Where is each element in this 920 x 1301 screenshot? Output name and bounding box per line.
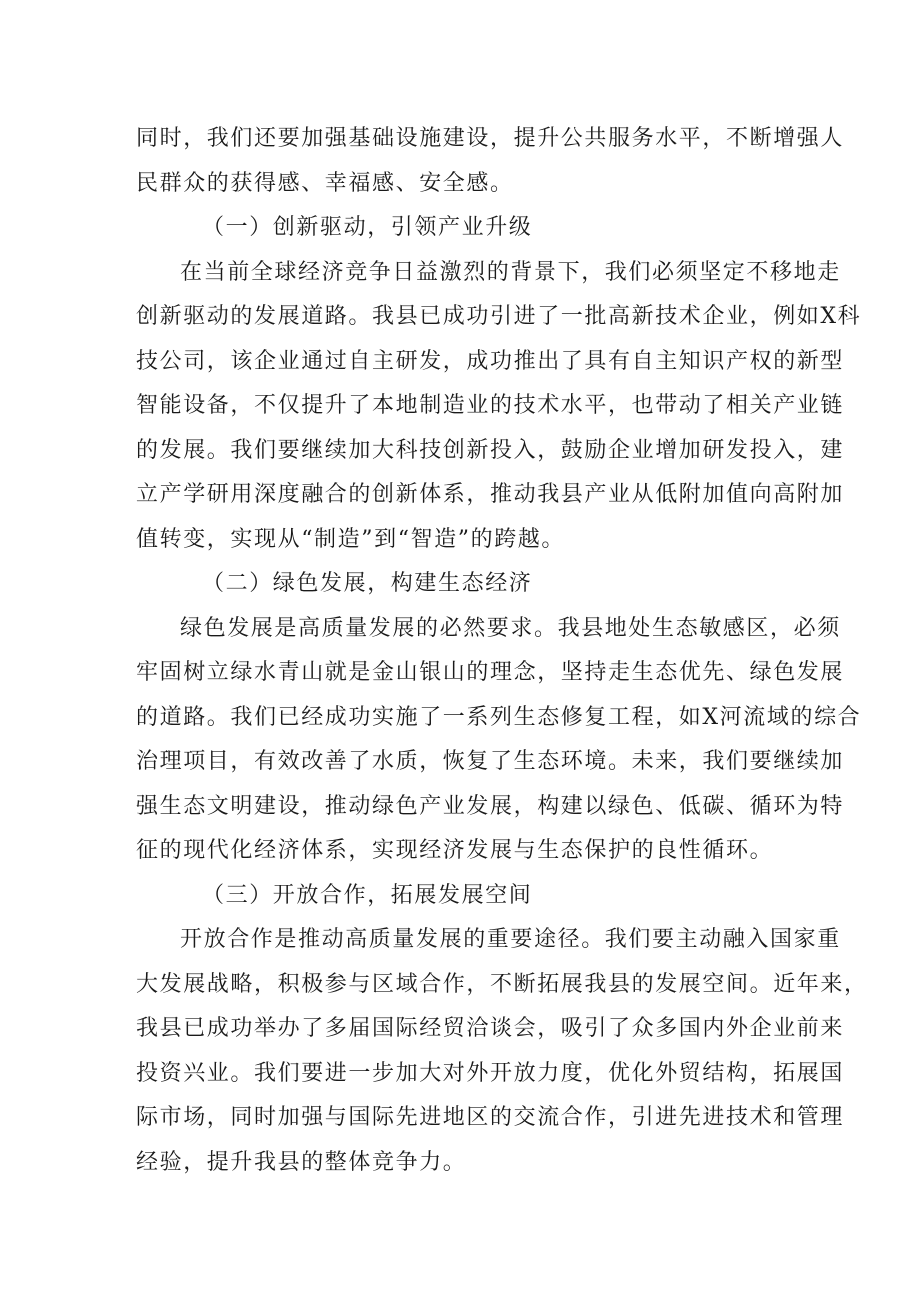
paragraph-line: 大发展战略，积极参与区域合作，不断拓展我县的发展空间。近年来， <box>136 971 868 997</box>
paragraph-line: 际市场，同时加强与国际先进地区的交流合作，引进先进技术和管理 <box>136 1105 845 1130</box>
paragraph-line: 立产学研用深度融合的创新体系，推动我县产业从低附加值向高附加 <box>136 482 845 507</box>
paragraph-line: 开放合作是推动高质量发展的重要途径。我们要主动融入国家重 <box>180 927 841 952</box>
paragraph-line: 牢固树立绿水青山就是金山银山的理念，坚持走生态优先、绿色发展 <box>136 660 845 685</box>
paragraph-line: 投资兴业。我们要进一步加大对外开放力度，优化外贸结构，拓展国 <box>136 1060 845 1086</box>
paragraph-line: 强生态文明建设，推动绿色产业发展，构建以绿色、低碳、循环为特 <box>136 793 845 819</box>
paragraph-line: 民群众的获得感、幸福感、安全感。 <box>136 170 514 196</box>
paragraph-line: 技公司，该企业通过自主研发，成功推出了具有自主知识产权的新型 <box>136 348 845 374</box>
paragraph-line: 的道路。我们已经成功实施了一系列生态修复工程，如X河流域的综合 <box>136 704 862 730</box>
section-heading: （一）创新驱动，引领产业升级 <box>202 215 533 240</box>
paragraph-line: 征的现代化经济体系，实现经济发展与生态保护的良性循环。 <box>136 838 774 863</box>
paragraph-line: 值转变，实现从“制造”到“智造”的跨越。 <box>136 526 565 552</box>
paragraph-line: 绿色发展是高质量发展的必然要求。我县地处生态敏感区，必须 <box>180 615 841 641</box>
paragraph-line: 我县已成功举办了多届国际经贸洽谈会，吸引了众多国内外企业前来 <box>136 1016 845 1041</box>
section-heading: （二）绿色发展，构建生态经济 <box>202 571 533 596</box>
paragraph-line: 经验，提升我县的整体竞争力。 <box>136 1149 467 1175</box>
paragraph-line: 智能设备，不仅提升了本地制造业的技术水平，也带动了相关产业链 <box>136 393 845 418</box>
section-heading: （三）开放合作，拓展发展空间 <box>202 882 533 908</box>
paragraph-line: 的发展。我们要继续加大科技创新投入，鼓励企业增加研发投入，建 <box>136 437 845 463</box>
paragraph-line: 同时，我们还要加强基础设施建设，提升公共服务水平，不断增强人 <box>136 126 845 151</box>
paragraph-line: 创新驱动的发展道路。我县已成功引进了一批高新技术企业，例如X科 <box>136 304 862 329</box>
paragraph-line: 治理项目，有效改善了水质，恢复了生态环境。未来，我们要继续加 <box>136 749 845 774</box>
document-body <box>136 117 868 1185</box>
paragraph-line: 在当前全球经济竞争日益激烈的背景下，我们必须坚定不移地走 <box>180 259 841 285</box>
